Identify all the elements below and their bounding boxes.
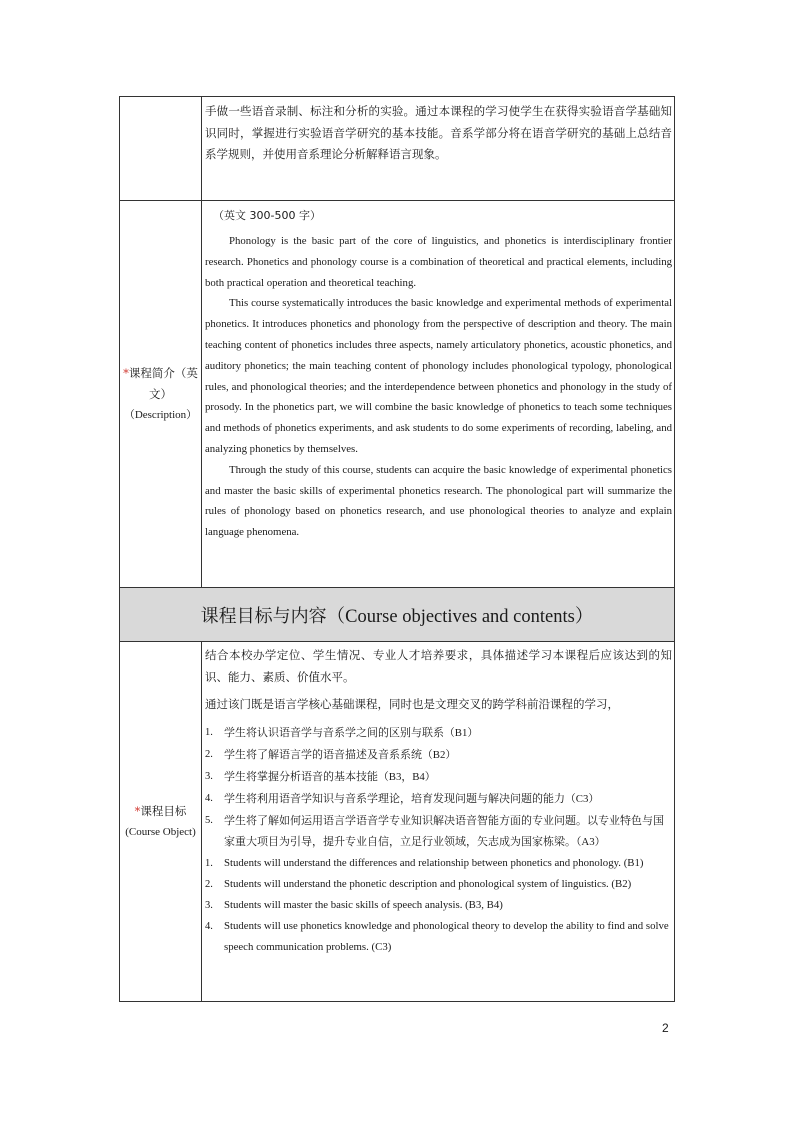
description-paragraph-3: Through the study of this course, students can acquire the basic knowledge of experimental phonetics and master the basic skills of experimental phonetics research. The phonological part will summarize the rules of phonology based on phonetics research, and use phonological theories to analyze and explain language phenomena. xyxy=(205,463,672,539)
continuation-text: 手做一些语音录制、标注和分析的实验。通过本课程的学习使学生在获得实验语音学基础知识同时，掌握进行实验语音学研究的基本技能。音系学部分将在语音学研究的基础上总结音系学规则，并使用音系理论分析解释语言现象。 xyxy=(205,104,672,161)
word-count-note: （英文 300-500 字） xyxy=(213,209,321,222)
list-item: 5. 学生将了解如何运用语言学语音学专业知识解决语音智能方面的专业问题。以专业特色与国家重大项目为引导，提升专业自信，立足行业领域，矢志成为国家栋梁。（A3） xyxy=(205,813,664,848)
objectives-label-en: (Course Object) xyxy=(125,825,196,838)
description-content-cell xyxy=(202,201,674,588)
description-label-cn: 课程简介（英文） xyxy=(128,365,198,401)
objectives-intro-2: 通过该门既是语言学核心基础课程，同时也是文理交叉的跨学科前沿课程的学习， xyxy=(205,697,619,711)
objectives-label xyxy=(135,801,187,822)
continuation-label-cell xyxy=(120,97,202,201)
section-title-en: （Course objectives and contents） xyxy=(326,606,594,627)
page-number: 2 xyxy=(662,1021,669,1035)
objectives-content-cell xyxy=(202,642,674,1001)
list-item: 3. 学生将掌握分析语音的基本技能（B3，B4） xyxy=(205,769,436,783)
section-header xyxy=(120,588,674,642)
required-marker: * xyxy=(134,803,141,818)
description-paragraph-2: This course systematically introduces the basic knowledge and experimental methods of experimental phonetics. It introduces phonetics and phonology from the perspective of description and theory. The main teaching content of phonetics includes three aspects, namely articulatory phonetics, acoustic phonetics, and auditory phonetics; the main teaching content of phonology includes phonological typology, phonological rules, and phonological theories; and the interdependence between phonetics and phonology in the study of prosody. In the phonetics part, we will combine the basic knowledge of phonetics to teach some techniques and methods of phonetics experiments, and ask students to do some experiments of recording, labeling, and analyzing phonetics by themselves. xyxy=(205,297,672,455)
objectives-intro-1: 结合本校办学定位、学生情况、专业人才培养要求，具体描述学习本课程后应该达到的知识、能力、素质、价值水平。 xyxy=(205,648,672,684)
objectives-en-list xyxy=(205,853,672,958)
description-paragraph-1: Phonology is the basic part of the core of linguistics, and phonetics is interdisciplinary frontier research. Phonetics and phonology course is a combination of theoretical and practical elements, including both practical operation and theoretical teaching. xyxy=(205,235,672,289)
objectives-label-cn: 课程目标 xyxy=(140,803,187,818)
list-item: 1. 学生将认识语音学与音系学之间的区别与联系（B1） xyxy=(205,725,479,739)
list-item: 2. 学生将了解语言学的语音描述及音系系统（B2） xyxy=(205,747,457,761)
objectives-cn-list xyxy=(205,722,672,853)
section-title-cn: 课程目标与内容 xyxy=(200,605,327,627)
list-item: 3. Students will master the basic skills of speech analysis. (B3, B4) xyxy=(205,898,503,911)
description-label-en: （Description） xyxy=(123,408,198,421)
list-item: 2. Students will understand the phonetic description and phonological system of linguistics. (B2) xyxy=(205,877,632,890)
description-label-cell xyxy=(120,201,202,588)
course-table xyxy=(119,96,675,1002)
list-item: 4. Students will use phonetics knowledge and phonological theory to develop the ability to find and solve speech communication problems. (C3) xyxy=(205,919,669,953)
required-marker: * xyxy=(123,365,129,380)
objectives-label-cell xyxy=(120,642,202,1001)
description-label xyxy=(122,363,199,405)
continuation-content-cell xyxy=(202,97,674,201)
list-item: 4. 学生将利用语音学知识与音系学理论，培育发现问题与解决问题的能力（C3） xyxy=(205,791,600,805)
list-item: 1. Students will understand the differences and relationship between phonetics and phonology. (B1) xyxy=(205,856,644,869)
